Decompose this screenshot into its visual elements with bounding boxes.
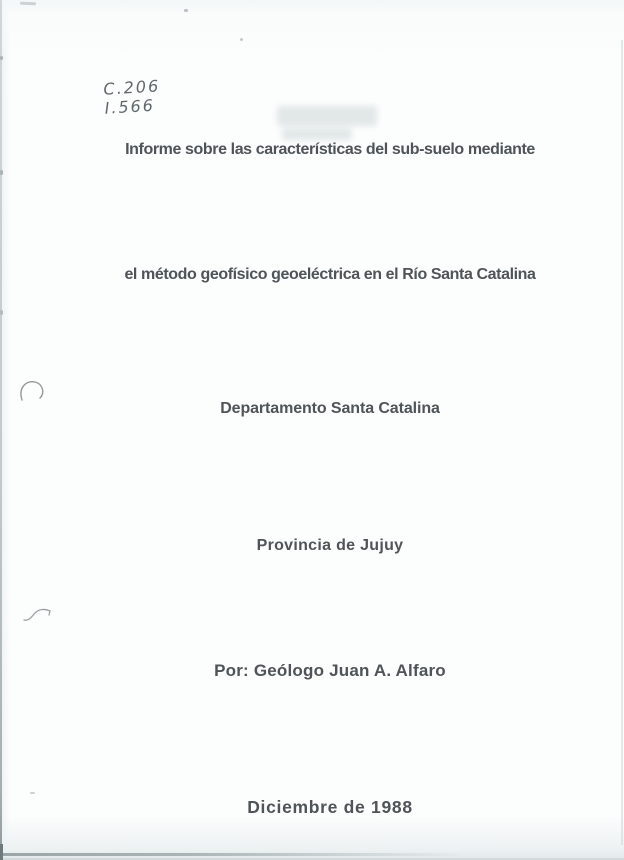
province-line: Provincia de Jujuy — [256, 537, 404, 554]
call-number-line2: I.566 — [104, 95, 156, 118]
author-line: Por: Geólogo Juan A. Alfaro — [214, 661, 446, 680]
scan-speck — [0, 56, 3, 60]
scan-speck — [30, 792, 35, 794]
scan-speck — [0, 310, 3, 315]
scan-bottom-left-corner-mark — [0, 844, 3, 860]
scan-left-edge-line — [0, 0, 2, 860]
title-line-1: Informe sobre las características del sub-suelo mediante — [125, 141, 535, 158]
pen-mark-curl — [16, 378, 50, 405]
scan-speck — [240, 38, 243, 41]
scan-right-edge-line — [621, 40, 623, 845]
smudge-mark — [282, 128, 352, 140]
pen-mark-squiggle — [21, 605, 53, 625]
date-line: Diciembre de 1988 — [247, 797, 413, 817]
smudge-mark — [277, 106, 377, 126]
department-line: Departamento Santa Catalina — [220, 400, 440, 417]
scan-speck — [184, 9, 188, 12]
scan-speck — [0, 170, 3, 175]
scan-bottom-shadow-line — [0, 853, 465, 856]
call-number-line1: C.206 — [102, 76, 161, 99]
title-line-2: el método geofísico geoeléctrica en el Río Santa Catalina — [124, 266, 536, 283]
scan-speck — [20, 2, 36, 6]
handwritten-call-number — [103, 76, 162, 117]
